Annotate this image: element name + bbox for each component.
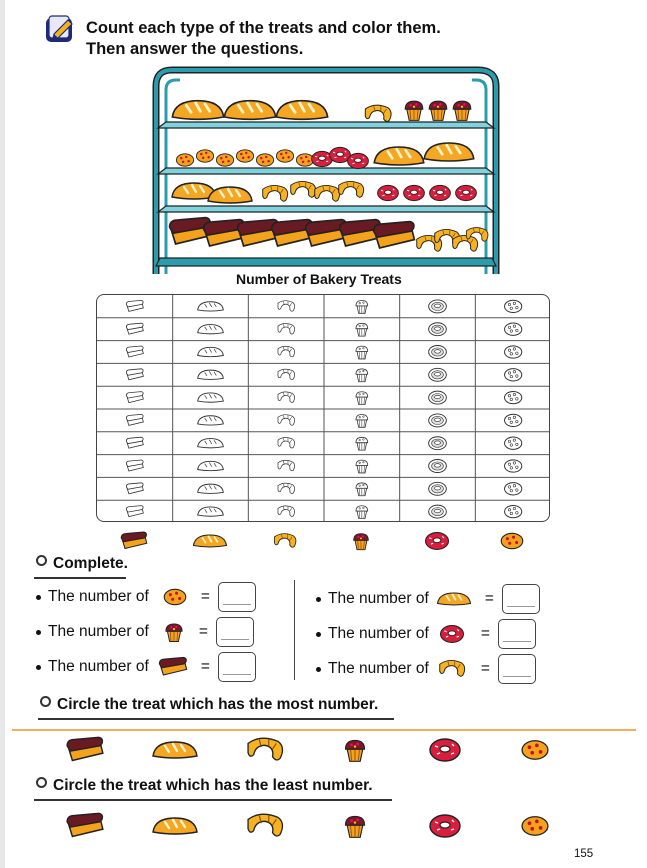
section-bullet-icon — [40, 696, 51, 707]
graph-title: Number of Bakery Treats — [236, 271, 402, 287]
question-muffin — [36, 615, 254, 649]
pictograph-legend-row — [96, 528, 550, 554]
donut-outline-icon[interactable] — [429, 346, 447, 359]
donut-outline-icon[interactable] — [429, 482, 447, 495]
donut-outline-icon[interactable] — [429, 391, 447, 404]
choice-donut[interactable] — [400, 810, 490, 842]
question-text: The number of — [48, 588, 149, 605]
cookie-outline-icon[interactable] — [505, 414, 522, 426]
muffin-outline-icon[interactable] — [356, 346, 368, 359]
section-bullet-icon — [36, 777, 47, 788]
complete-underline — [34, 577, 126, 579]
complete-heading: Complete. — [36, 555, 128, 573]
choice-muffin[interactable] — [310, 810, 400, 842]
equals-sign: = — [480, 625, 490, 642]
cookie-icon — [474, 528, 550, 554]
instruction-line-2: Then answer the questions. — [86, 40, 304, 58]
question-text: The number of — [48, 623, 149, 640]
loaf-cake-outline-icon[interactable] — [126, 300, 143, 311]
question-text: The number of — [328, 625, 429, 642]
choice-croissant[interactable] — [220, 810, 310, 842]
choice-cookie[interactable] — [490, 734, 580, 766]
muffin-icon — [163, 621, 185, 643]
question-croissant — [316, 652, 536, 686]
column-divider — [294, 580, 295, 680]
cookie-outline-icon[interactable] — [505, 483, 522, 495]
loaf-cake-outline-icon[interactable] — [126, 414, 143, 425]
equals-sign: = — [200, 588, 210, 605]
page-edge — [0, 0, 5, 868]
cookie-outline-icon[interactable] — [505, 505, 522, 517]
muffin-outline-icon[interactable] — [356, 323, 368, 336]
donut-outline-icon[interactable] — [429, 437, 447, 450]
question-cookie — [36, 580, 256, 614]
cookie-outline-icon[interactable] — [505, 300, 522, 312]
croissant-outline-icon[interactable] — [278, 506, 295, 517]
bread-outline-icon[interactable] — [198, 461, 224, 470]
page-number: 155 — [574, 848, 594, 860]
loaf-cake-outline-icon[interactable] — [126, 460, 143, 471]
loaf-cake-icon — [157, 656, 189, 678]
bread-outline-icon[interactable] — [198, 302, 224, 311]
muffin-outline-icon[interactable] — [356, 392, 368, 405]
bullet-icon — [36, 595, 41, 600]
loaf-cake-outline-icon[interactable] — [126, 392, 143, 403]
muffin-outline-icon[interactable] — [356, 506, 368, 519]
bullet-icon — [316, 597, 321, 602]
donut-outline-icon[interactable] — [429, 368, 447, 381]
croissant-outline-icon[interactable] — [278, 392, 295, 403]
choice-bread[interactable] — [130, 734, 220, 766]
loaf-cake-outline-icon[interactable] — [126, 346, 143, 357]
croissant-outline-icon[interactable] — [278, 437, 295, 448]
choice-bread[interactable] — [130, 810, 220, 842]
answer-box-loaf-cake[interactable] — [218, 652, 256, 682]
equals-sign: = — [484, 590, 494, 607]
croissant-outline-icon[interactable] — [278, 301, 295, 312]
croissant-icon — [247, 528, 323, 554]
equals-sign: = — [200, 658, 210, 675]
cookie-outline-icon[interactable] — [505, 460, 522, 472]
instruction-text — [86, 18, 441, 60]
loaf-cake-outline-icon[interactable] — [126, 323, 143, 334]
muffin-outline-icon[interactable] — [356, 415, 368, 428]
most-heading: Circle the treat which has the most number. — [40, 696, 378, 714]
choice-donut[interactable] — [400, 734, 490, 766]
answer-box-croissant[interactable] — [498, 654, 536, 684]
choice-cookie[interactable] — [490, 810, 580, 842]
croissant-outline-icon[interactable] — [278, 460, 295, 471]
cookie-outline-icon[interactable] — [505, 346, 522, 358]
bread-outline-icon[interactable] — [198, 484, 224, 493]
muffin-outline-icon[interactable] — [356, 301, 368, 314]
croissant-outline-icon[interactable] — [278, 369, 295, 380]
bread-outline-icon[interactable] — [198, 507, 224, 516]
bullet-icon — [36, 665, 41, 670]
donut-outline-icon[interactable] — [429, 323, 447, 336]
bread-outline-icon[interactable] — [198, 439, 224, 448]
answer-box-donut[interactable] — [498, 619, 536, 649]
question-text: The number of — [328, 660, 429, 677]
donut-outline-icon[interactable] — [429, 460, 447, 473]
bread-outline-icon[interactable] — [198, 393, 224, 402]
cookie-outline-icon[interactable] — [505, 391, 522, 403]
bakery-shelf-illustration — [150, 66, 502, 280]
cookie-icon — [161, 587, 189, 607]
loaf-cake-icon — [96, 528, 172, 554]
choice-muffin[interactable] — [310, 734, 400, 766]
question-loaf-cake — [36, 650, 256, 684]
instruction-line-1: Count each type of the treats and color them. — [86, 19, 441, 37]
bread-outline-icon[interactable] — [198, 347, 224, 356]
croissant-outline-icon[interactable] — [278, 346, 295, 357]
section-bullet-icon — [36, 555, 47, 566]
least-treat-choices — [40, 810, 580, 842]
muffin-outline-icon[interactable] — [356, 460, 368, 473]
most-underline — [38, 718, 394, 720]
bread-outline-icon[interactable] — [198, 325, 224, 334]
bread-icon — [172, 528, 248, 554]
donut-outline-icon[interactable] — [429, 414, 447, 427]
choice-croissant[interactable] — [220, 734, 310, 766]
section-separator — [12, 729, 636, 731]
pictograph-grid — [96, 294, 550, 522]
bullet-icon — [316, 632, 321, 637]
loaf-cake-outline-icon[interactable] — [126, 369, 143, 380]
croissant-icon — [437, 657, 467, 681]
bread-icon — [435, 590, 473, 608]
choice-loaf-cake[interactable] — [40, 734, 130, 766]
cookie-outline-icon[interactable] — [505, 437, 522, 449]
bullet-icon — [316, 667, 321, 672]
croissant-outline-icon[interactable] — [278, 483, 295, 494]
equals-sign: = — [198, 623, 208, 640]
answer-box-bread[interactable] — [502, 584, 540, 614]
bread-outline-icon[interactable] — [198, 416, 224, 425]
least-underline — [34, 799, 392, 801]
muffin-outline-icon[interactable] — [356, 369, 368, 382]
question-donut — [316, 617, 536, 651]
cookie-outline-icon[interactable] — [505, 323, 522, 335]
muffin-icon — [323, 528, 399, 554]
cookie-outline-icon[interactable] — [505, 369, 522, 381]
equals-sign: = — [480, 660, 490, 677]
croissant-outline-icon[interactable] — [278, 415, 295, 426]
donut-outline-icon[interactable] — [429, 300, 447, 313]
muffin-outline-icon[interactable] — [356, 483, 368, 496]
question-text: The number of — [48, 658, 149, 675]
bread-outline-icon[interactable] — [198, 370, 224, 379]
choice-loaf-cake[interactable] — [40, 810, 130, 842]
question-text: The number of — [328, 590, 429, 607]
pencil-book-icon — [44, 14, 76, 44]
donut-icon — [439, 624, 465, 644]
loaf-cake-outline-icon[interactable] — [126, 437, 143, 448]
answer-box-cookie[interactable] — [218, 582, 256, 612]
answer-box-muffin[interactable] — [216, 617, 254, 647]
least-heading: Circle the treat which has the least number. — [36, 777, 373, 795]
question-bread — [316, 582, 540, 616]
loaf-cake-outline-icon[interactable] — [126, 483, 143, 494]
muffin-outline-icon[interactable] — [356, 437, 368, 450]
donut-outline-icon[interactable] — [429, 505, 447, 518]
donut-icon — [399, 528, 475, 554]
croissant-outline-icon[interactable] — [278, 323, 295, 334]
bullet-icon — [36, 630, 41, 635]
loaf-cake-outline-icon[interactable] — [126, 506, 143, 517]
most-treat-choices — [40, 734, 580, 766]
